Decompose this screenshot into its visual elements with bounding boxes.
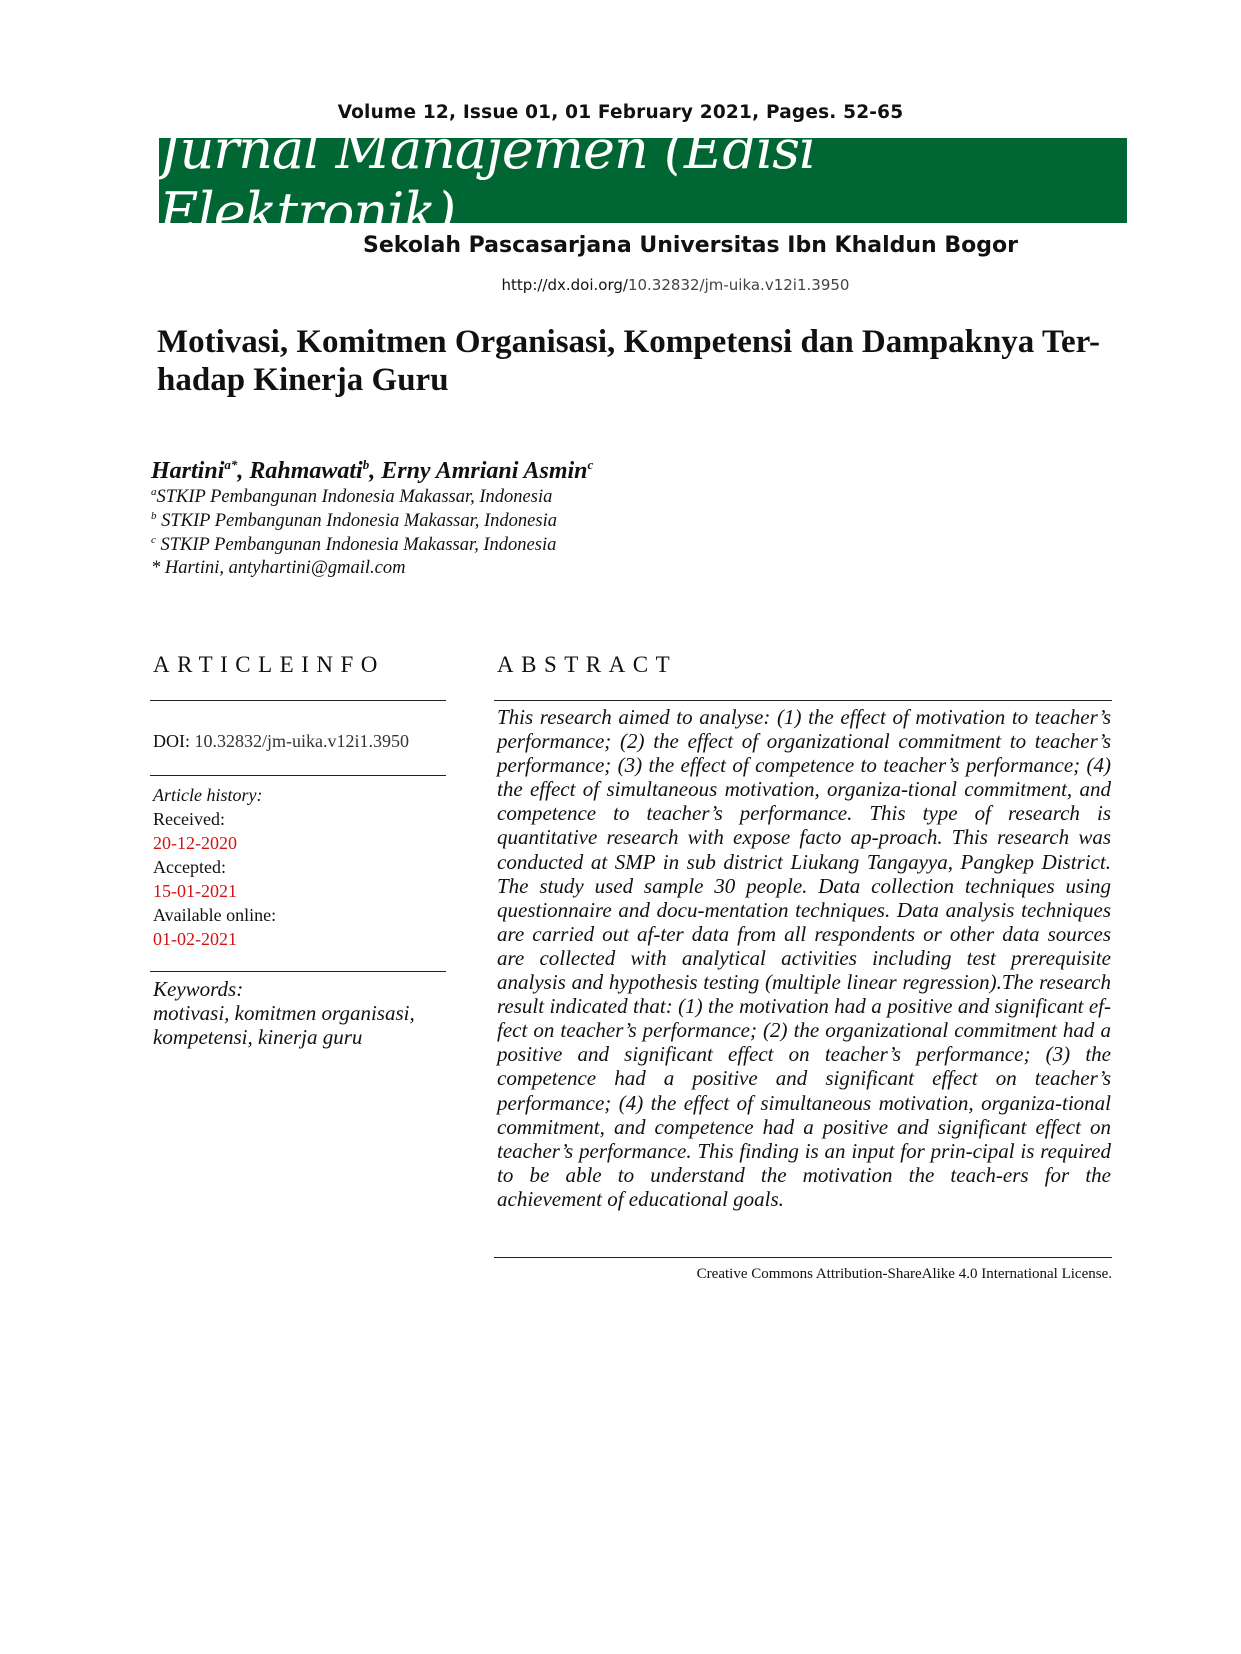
affiliation-c-text: STKIP Pembangunan Indonesia Makassar, Indonesia xyxy=(155,535,557,556)
author-list: Hartini$^{a*}$, Rahmawati$^b$, Erny Amriani Asmin$^c$ xyxy=(151,457,594,484)
online-date: 01-02-2021 xyxy=(153,929,237,949)
doi-link[interactable] xyxy=(0,276,1241,294)
article-doi xyxy=(153,731,409,752)
article-info-divider-top xyxy=(150,700,446,701)
license-notice[interactable]: Creative Commons Attribution-ShareAlike 4.0 International License. xyxy=(696,1266,1112,1282)
affiliation-b-sup: b xyxy=(151,510,157,522)
article-info-heading: ARTICLEINFO xyxy=(153,652,385,677)
keywords-label: Keywords: xyxy=(153,977,244,1001)
paper-title-line-2: hadap Kinerja Guru xyxy=(157,362,449,398)
doi-link-suffix: 10.32832/jm-uika.v12i1.3950 xyxy=(627,276,850,294)
abstract-heading: ABSTRACT xyxy=(497,652,678,677)
received-date: 20-12-2020 xyxy=(153,833,237,853)
author-1-sup: a* xyxy=(224,457,238,472)
author-3-name: Erny Amriani Asmin xyxy=(381,458,588,484)
article-info-divider-keywords xyxy=(150,971,446,972)
paper-title-line-1: Motivasi, Komitmen Organisasi, Kompetensi dan Dampaknya Ter- xyxy=(157,324,1100,360)
author-3-sup: c xyxy=(587,457,594,472)
affiliation-c xyxy=(151,534,556,556)
affiliation-c-sup: c xyxy=(151,534,156,546)
abstract-body: This research aimed to analyse: (1) the effect of motivation to teacher’s performance; (2) the effect of organizational commitment to teacher’s performance; (3) the effect of competence to teacher’s performance; (4) the effect of simultaneous motivation, organiza-tional commitment, and competence to teacher’s performance. This type of research is quantitative research with expose facto ap-proach. This research was conducted at SMP in sub district Liukang Tangayya, Pangkep District. The study used sample 30 people. Data collection techniques using questionnaire and docu-mentation techniques. Data analysis techniques are carried out af-ter data from all respondents or other data sources are collected with analytical activities including test prerequisite analysis and hypothesis testing (multiple linear regression).The research result indicated that: (1) the motivation had a positive and significant ef-fect on teacher’s performance; (2) the organizational commitment had a positive and significant effect on teacher’s performance; (3) the competence had a positive and significant effect on teacher’s performance; (4) the effect of simultaneous motivation, organiza-tional commitment, and competence had a positive and significant effect on teacher’s performance. This finding is an input for prin-cipal is required to be able to understand the motivation the teach-ers for the achievement of educational goals. xyxy=(497,705,1111,1211)
accepted-date: 15-01-2021 xyxy=(153,881,237,901)
abstract-divider-top xyxy=(494,700,1112,701)
article-info-divider-doi xyxy=(150,775,446,776)
accepted-label: Accepted: xyxy=(153,857,226,877)
volume-issue-line: Volume 12, Issue 01, 01 February 2021, Pages. 52-65 xyxy=(337,102,904,123)
article-history xyxy=(153,783,276,951)
affiliation-a-sup: a xyxy=(151,486,157,498)
author-2-sup: b xyxy=(362,457,370,472)
institution-name: Sekolah Pascasarjana Universitas Ibn Khaldun Bogor xyxy=(363,233,1018,258)
journal-banner xyxy=(159,117,1127,244)
online-label: Available online: xyxy=(153,905,277,925)
received-label: Received: xyxy=(153,809,225,829)
affiliation-b xyxy=(151,510,557,532)
affiliation-b-text: STKIP Pembangunan Indonesia Makassar, Indonesia xyxy=(156,511,557,532)
doi-link-prefix: http://dx.doi.org/ xyxy=(501,276,628,294)
history-label: Article history: xyxy=(153,785,263,805)
paper-title xyxy=(157,323,1117,399)
corresponding-author: * Hartini, antyhartini@gmail.com xyxy=(151,558,406,578)
affiliation-a-text: STKIP Pembangunan Indonesia Makassar, Indonesia xyxy=(156,487,553,508)
keywords-line-1: motivasi, komitmen organisasi, xyxy=(153,1001,415,1025)
keywords-line-2: kompetensi, kinerja guru xyxy=(153,1025,363,1049)
keywords-block xyxy=(153,977,415,1049)
article-doi-value[interactable]: 10.32832/jm-uika.v12i1.3950 xyxy=(194,731,409,751)
author-2-name: Rahmawati xyxy=(249,458,363,484)
journal-title: Jurnal Manajemen (Edisi Elektronik) xyxy=(159,117,816,244)
author-1-name: Hartini xyxy=(151,458,225,484)
abstract-divider-bottom xyxy=(494,1257,1112,1258)
article-doi-label: DOI: xyxy=(153,731,195,751)
affiliation-a xyxy=(151,486,552,508)
